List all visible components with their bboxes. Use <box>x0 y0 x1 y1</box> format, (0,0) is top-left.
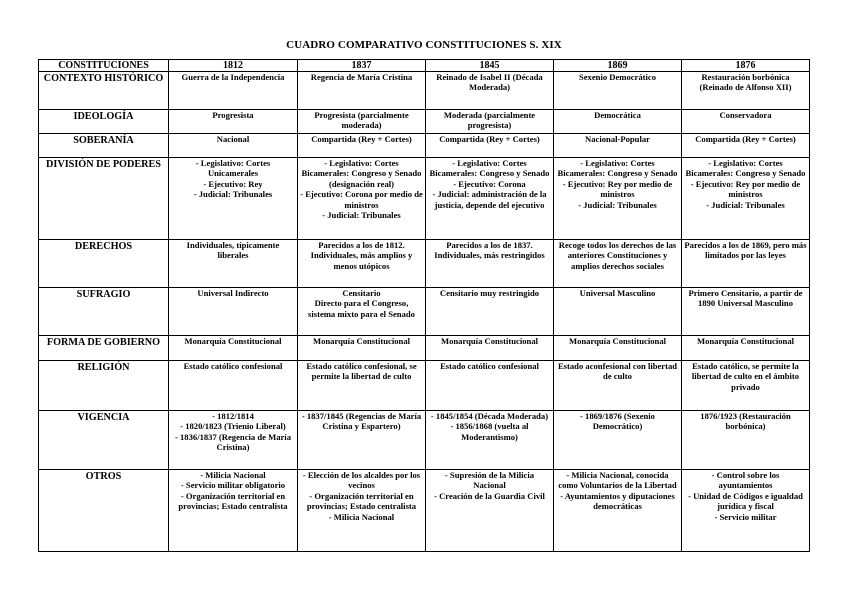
table-cell: Compartida (Rey + Cortes) <box>682 134 810 158</box>
table-cell: - Legislativo: Cortes Unicamerales - Ejecutivo: Rey - Judicial: Tribunales <box>169 158 298 240</box>
table-cell: Estado católico confesional <box>169 361 298 411</box>
table-cell: Democrática <box>554 110 682 134</box>
table-cell: Compartida (Rey + Cortes) <box>426 134 554 158</box>
table-cell: Universal Indirecto <box>169 288 298 336</box>
row-label: CONTEXTO HISTÓRICO <box>39 72 169 110</box>
header-row <box>39 60 810 72</box>
table-cell: Reinado de Isabel II (Década Moderada) <box>426 72 554 110</box>
header-1869: 1869 <box>554 60 682 72</box>
table-cell: - Legislativo: Cortes Bicamerales: Congreso y Senado (designación real) - Ejecutivo: Corona por medio de ministros - Judicial: Tribunales <box>298 158 426 240</box>
table-cell: - Elección de los alcaldes por los vecinos - Organización territorial en provincias; Estado centralista - Milicia Nacional <box>298 470 426 552</box>
table-cell: Monarquía Constitucional <box>169 336 298 361</box>
header-constituciones: CONSTITUCIONES <box>39 60 169 72</box>
table-cell: - Control sobre los ayuntamientos - Unidad de Códigos e igualdad jurídica y fiscal - Servicio militar <box>682 470 810 552</box>
table-cell: Conservadora <box>682 110 810 134</box>
table-cell: Monarquía Constitucional <box>298 336 426 361</box>
row-soberania <box>39 134 810 158</box>
header-1876: 1876 <box>682 60 810 72</box>
row-label: OTROS <box>39 470 169 552</box>
row-sufragio <box>39 288 810 336</box>
row-label: DERECHOS <box>39 240 169 288</box>
table-cell: - Legislativo: Cortes Bicamerales: Congreso y Senado - Ejecutivo: Rey por medio de ministros - Judicial: Tribunales <box>554 158 682 240</box>
table-cell: - Supresión de la Milicia Nacional - Creación de la Guardia Civil <box>426 470 554 552</box>
row-division-de-poderes <box>39 158 810 240</box>
table-cell: Estado aconfesional con libertad de culto <box>554 361 682 411</box>
row-contexto-historico <box>39 72 810 110</box>
table-cell: Guerra de la Independencia <box>169 72 298 110</box>
row-label: SUFRAGIO <box>39 288 169 336</box>
table-cell: - Legislativo: Cortes Bicamerales: Congreso y Senado - Ejecutivo: Corona - Judicial: administración de la justicia, depende del ejecutivo <box>426 158 554 240</box>
row-label: FORMA DE GOBIERNO <box>39 336 169 361</box>
row-label: IDEOLOGÍA <box>39 110 169 134</box>
row-label: VIGENCIA <box>39 411 169 470</box>
row-forma-de-gobierno <box>39 336 810 361</box>
table-cell: Individuales, típicamente liberales <box>169 240 298 288</box>
row-otros <box>39 470 810 552</box>
table-cell: Progresista (parcialmente moderada) <box>298 110 426 134</box>
row-label: DIVISIÓN DE PODERES <box>39 158 169 240</box>
table-cell: Monarquía Constitucional <box>682 336 810 361</box>
table-cell: 1876/1923 (Restauración borbónica) <box>682 411 810 470</box>
header-1845: 1845 <box>426 60 554 72</box>
table-cell: Parecidos a los de 1869, pero más limitados por las leyes <box>682 240 810 288</box>
table-cell: Censitario Directo para el Congreso, sistema mixto para el Senado <box>298 288 426 336</box>
table-cell: Compartida (Rey + Cortes) <box>298 134 426 158</box>
table-cell: Monarquía Constitucional <box>554 336 682 361</box>
table-cell: Estado católico confesional, se permite la libertad de culto <box>298 361 426 411</box>
table-cell: Estado católico, se permite la libertad de culto en el ámbito privado <box>682 361 810 411</box>
table-cell: - 1869/1876 (Sexenio Democrático) <box>554 411 682 470</box>
row-label: SOBERANÍA <box>39 134 169 158</box>
table-cell: - 1845/1854 (Década Moderada) - 1856/1868 (vuelta al Moderantismo) <box>426 411 554 470</box>
table-cell: - 1812/1814 - 1820/1823 (Trienio Liberal) - 1836/1837 (Regencia de María Cristina) <box>169 411 298 470</box>
table-cell: Restauración borbónica (Reinado de Alfonso XII) <box>682 72 810 110</box>
table-cell: - Milicia Nacional, conocida como Voluntarios de la Libertad - Ayuntamientos y diputaciones democráticas <box>554 470 682 552</box>
table-cell: Nacional <box>169 134 298 158</box>
table-cell: - 1837/1845 (Regencias de María Cristina y Espartero) <box>298 411 426 470</box>
table-cell: Recoge todos los derechos de las anteriores Constituciones y amplios derechos sociales <box>554 240 682 288</box>
table-cell: Moderada (parcialmente progresista) <box>426 110 554 134</box>
table-cell: Parecidos a los de 1812. Individuales, más amplios y menos utópicos <box>298 240 426 288</box>
comparison-table <box>38 59 810 552</box>
table-cell: Censitario muy restringido <box>426 288 554 336</box>
row-vigencia <box>39 411 810 470</box>
header-1837: 1837 <box>298 60 426 72</box>
table-cell: Primero Censitario, a partir de 1890 Universal Masculino <box>682 288 810 336</box>
table-cell: Sexenio Democrático <box>554 72 682 110</box>
row-label: RELIGIÓN <box>39 361 169 411</box>
table-cell: Nacional-Popular <box>554 134 682 158</box>
document-title: CUADRO COMPARATIVO CONSTITUCIONES S. XIX <box>286 39 562 51</box>
table-cell: Progresista <box>169 110 298 134</box>
table-cell: - Legislativo: Cortes Bicamerales: Congreso y Senado - Ejecutivo: Rey por medio de ministros - Judicial: Tribunales <box>682 158 810 240</box>
row-ideologia <box>39 110 810 134</box>
row-derechos <box>39 240 810 288</box>
header-1812: 1812 <box>169 60 298 72</box>
table-cell: Parecidos a los de 1837. Individuales, más restringidos <box>426 240 554 288</box>
table-cell: Estado católico confesional <box>426 361 554 411</box>
table-cell: Regencia de María Cristina <box>298 72 426 110</box>
table-cell: - Milicia Nacional - Servicio militar obligatorio - Organización territorial en provincias; Estado centralista <box>169 470 298 552</box>
row-religion <box>39 361 810 411</box>
table-cell: Monarquía Constitucional <box>426 336 554 361</box>
table-cell: Universal Masculino <box>554 288 682 336</box>
